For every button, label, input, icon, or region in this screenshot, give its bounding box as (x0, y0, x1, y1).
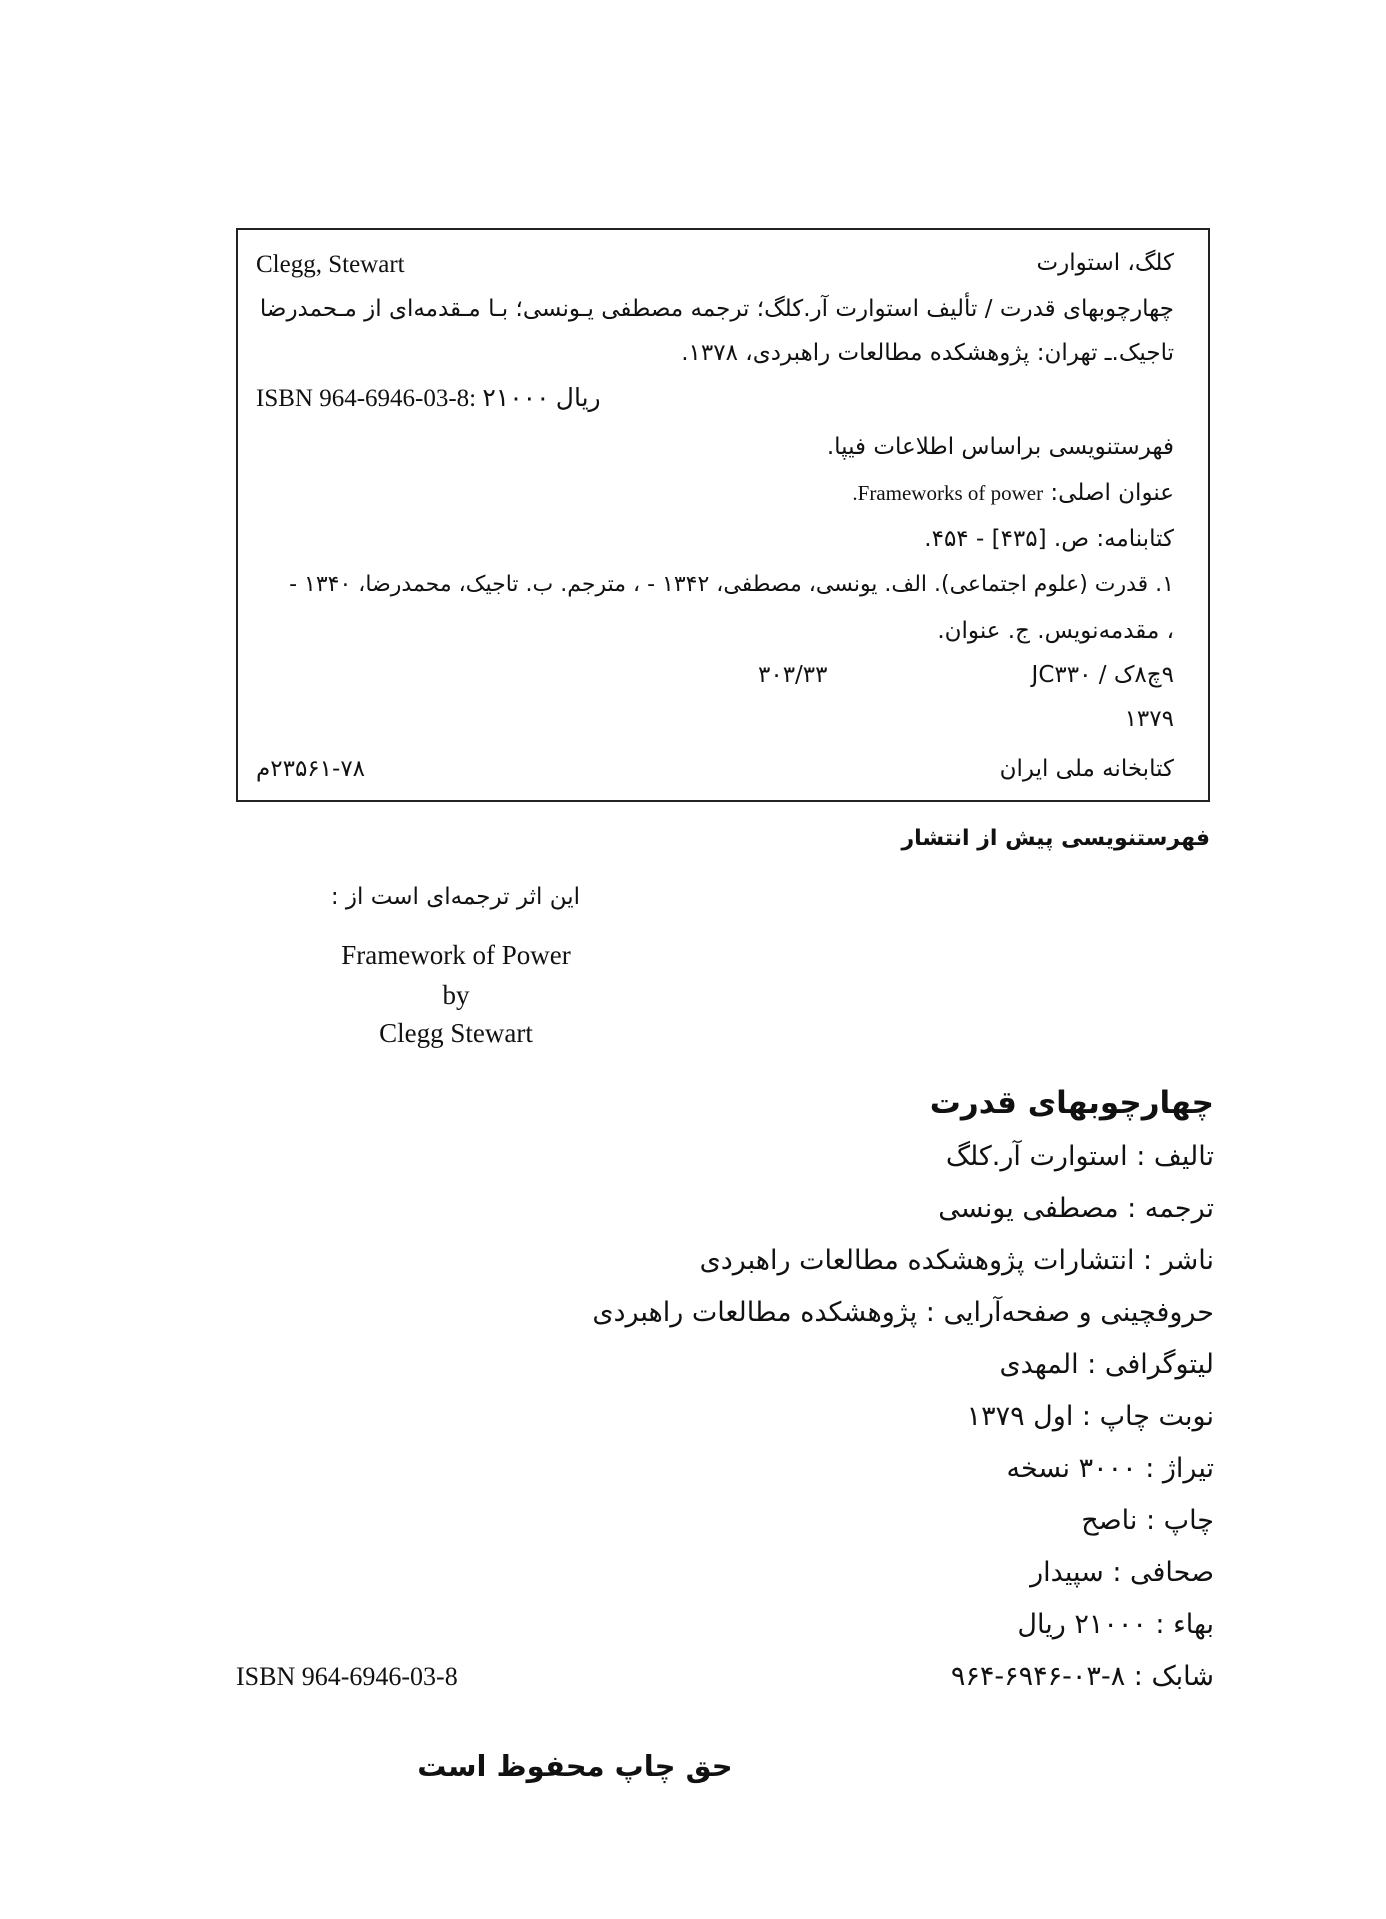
book-title: چهارچوبهای قدرت (929, 1085, 1214, 1121)
original-by: by (442, 980, 470, 1010)
cip-author-en: Clegg, Stewart (256, 251, 405, 278)
cip-title-line1: چهارچوبهای قدرت / تألیف استوارت آر.کلگ؛ ترجمه مصطفی یـونسی؛ بـا مـقدمه‌ای از مـحمدرضا (259, 296, 1174, 322)
cip-original-title (852, 482, 1174, 505)
cip-title-line2: تاجیک.ـ تهران: پژوهشکده مطالعات راهبردی، ۱۳۷۸. (681, 340, 1174, 366)
colophon-price: بهاء : ۲۱۰۰۰ ریال (1017, 1609, 1214, 1640)
cip-record-box (236, 228, 1210, 802)
cip-lc-class: ۹چ۸ک / JC۳۳۰ (1031, 662, 1174, 688)
colophon-lithography: لیتوگرافی : المهدی (999, 1349, 1214, 1380)
cip-isbn-price: ISBN 964-6946-03-8: ۲۱۰۰۰ ریال (256, 385, 601, 412)
cip-bibliography: کتابنامه: ص. [۴۳۵] - ۴۵۴. (924, 526, 1174, 552)
colophon-author: تالیف : استوارت آر.کلگ (945, 1141, 1214, 1172)
colophon-typesetting: حروفچینی و صفحه‌آرایی : پژوهشکده مطالعات راهبردی (592, 1297, 1214, 1328)
cip-original-title-value: Frameworks of power. (852, 481, 1044, 505)
cip-author-fa: کلگ، استوارت (1036, 250, 1174, 276)
cip-subjects-line2: ، مقدمه‌نویس. ج. عنوان. (937, 618, 1174, 644)
cip-original-title-label: عنوان اصلی: (1050, 480, 1174, 506)
colophon-print-run: تیراژ : ۳۰۰۰ نسخه (1006, 1453, 1214, 1484)
colophon-edition: نوبت چاپ : اول ۱۳۷۹ (966, 1401, 1214, 1432)
cip-subjects-line1: ۱. قدرت (علوم اجتماعی). الف. یونسی، مصطفی، ۱۳۴۲ - ، مترجم. ب. تاجیک، محمدرضا، ۱۳۴۰ - (289, 572, 1174, 597)
cip-library: کتابخانه ملی ایران (999, 756, 1174, 782)
cip-dewey-class: ۳۰۳/۳۳ (758, 662, 828, 688)
cip-fipa-note: فهرستنویسی براساس اطلاعات فیپا. (826, 434, 1174, 460)
colophon-printer: چاپ : ناصح (1081, 1505, 1214, 1536)
colophon-publisher: ناشر : انتشارات پژوهشکده مطالعات راهبردی (699, 1245, 1214, 1276)
colophon-translator: ترجمه : مصطفی یونسی (938, 1193, 1214, 1224)
cip-record-number: ۲۳۵۶۱-۷۸م (256, 756, 366, 782)
original-title: Framework of Power (341, 940, 571, 970)
colophon-binding: صحافی : سپیدار (1030, 1557, 1214, 1588)
copyright-notice: حق چاپ محفوظ است (417, 1749, 733, 1783)
colophon-isbn-en: ISBN 964-6946-03-8 (236, 1662, 458, 1691)
cip-caption: فهرستنویسی پیش از انتشار (901, 826, 1210, 851)
translation-label: این اثر ترجمه‌ای است از : (330, 884, 580, 910)
cip-lc-year: ۱۳۷۹ (1124, 706, 1174, 732)
original-author: Clegg Stewart (379, 1018, 533, 1048)
colophon-isbn-fa: شابک : ۸-۰۳-۶۹۴۶-۹۶۴ (950, 1661, 1214, 1692)
